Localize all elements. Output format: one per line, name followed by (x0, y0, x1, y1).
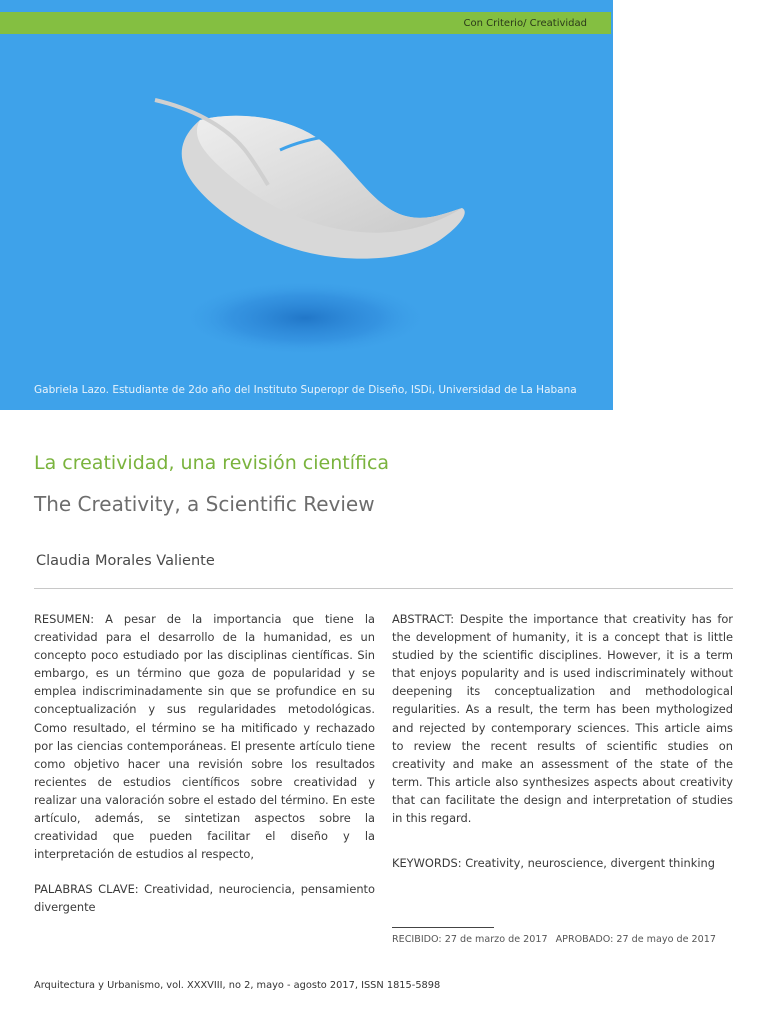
keywords-english-label: KEYWORDS: (392, 856, 462, 870)
section-bar (0, 12, 611, 34)
leaf-illustration (0, 0, 613, 410)
abstract-english-text: Despite the importance that creativity has for the development of humanity, it is a concept that is little studied by the scientific disciplines. However, it is a term that enjoys popularity and is used indiscriminately without deepening its conceptualization and methodological regularities. As a result, the term has been mythologized and rejected by contemporary sciences. This article aims to review the recent results of scientific studies on creativity and make an assessment of the state of the term. This article also synthesizes aspects about creativity that can facilitate the design and interpretation of studies in this regard. (392, 612, 733, 826)
keywords-english (392, 854, 733, 872)
keywords-spanish-label: PALABRAS CLAVE: (34, 882, 139, 896)
abstract-spanish-label: RESUMEN: (34, 612, 95, 626)
keywords-spanish-text: Creatividad, neurociencia, pensamiento divergente (34, 882, 375, 915)
abstract-english (392, 610, 733, 827)
submission-dates (392, 934, 716, 945)
divider (34, 588, 733, 589)
approved-date: APROBADO: 27 de mayo de 2017 (555, 934, 716, 945)
article-title-english: The Creativity, a Scientific Review (34, 492, 375, 516)
article-title-spanish: La creatividad, una revisión científica (34, 452, 390, 474)
author-name: Claudia Morales Valiente (36, 553, 215, 569)
abstract-spanish-text: A pesar de la importancia que tiene la creatividad para el desarrollo de la humanidad, es un concepto poco estudiado por las disciplinas científicas. Sin embargo, es un término que goza de popularidad y se emplea indiscriminadamente sin que se profundice en su conceptualización y sus regularidades metodológicas. Como resultado, el término se ha mitificado y rechazado por las ciencias contemporáneas. El presente artículo tiene como objetivo hacer una revisión sobre los resultados recientes de estudios científicos sobre creatividad y realizar una valoración sobre el estado del término. En este artículo, además, se sintetizan aspectos sobre la creatividad que pueden facilitar el diseño y la interpretación de estudios al respecto, (34, 612, 375, 862)
keywords-english-text: Creativity, neuroscience, divergent thinking (461, 856, 715, 870)
received-date: RECIBIDO: 27 de marzo de 2017 (392, 934, 548, 945)
section-label: Con Criterio/ Creatividad (463, 17, 587, 29)
journal-citation: Arquitectura y Urbanismo, vol. XXXVIII, no 2, mayo - agosto 2017, ISSN 1815-5898 (34, 980, 441, 991)
hero-image (0, 0, 613, 410)
abstract-spanish (34, 610, 375, 863)
abstract-english-label: ABSTRACT: (392, 612, 455, 626)
footnote-divider (392, 927, 494, 928)
hero-caption: Gabriela Lazo. Estudiante de 2do año del Instituto Superopr de Diseño, ISDi, Universidad de La Habana (34, 384, 577, 396)
keywords-spanish (34, 880, 375, 916)
